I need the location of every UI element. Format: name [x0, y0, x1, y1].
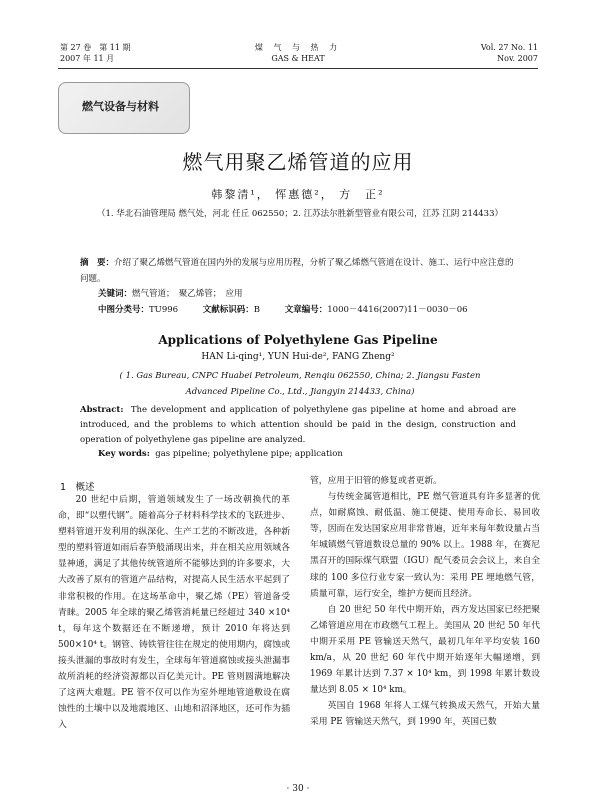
authors-cn: 韩黎清¹， 恽惠德²， 方 正² — [211, 188, 385, 201]
paragraph: 20 世纪中后期，管道领域发生了一场改朝换代的革命，即“以塑代钢”。随着高分子材料科学技术的飞跃进步、塑料管道开发利用的纵深化、生产工艺的不断改进，各种新型的塑料管道如雨后春笋般涌现出来，并在相关应用领域各显神通，满足了其他传统管道所不能够达到的许多要求，大大改善了原有的管道产品结构，对提高人民生活水平起到了非常积极的作用。在这场革命中，聚乙烯（PE）管道备受青睐。2005 年全球的聚乙烯管消耗量已经超过 340 ×10⁴ t，每年这个数据还在不断递增，预计 2010 年将达到 500×10⁴ t。钢管、铸铁管往往在规定的使用期内，腐蚀或接头泄漏的事故时有发生，全球每年管道腐蚀或接头泄漏事故所消耗的经济资源都以百亿美元计。PE 管则圆满地解决了这两大难题。PE 管不仅可以作为室外埋地管道敷设在腐蚀性的土壤中以及地震地区、山地和沼泽地区，还可作为插入 — [58, 495, 290, 731]
keywords-cn-label: 关键词： — [98, 289, 133, 299]
keywords-en — [98, 449, 343, 459]
abstract-cn-label: 摘 要： — [80, 258, 115, 268]
journal-name-en: GAS & HEAT — [271, 54, 325, 63]
abstract-cn — [80, 255, 516, 287]
body-column-left — [58, 492, 290, 733]
paragraph: 英国自 1968 年将人工煤气转换成天然气，开始大量采用 PE 管输送天然气，到 1990 年，英国已数 — [310, 701, 540, 728]
classification-line — [98, 303, 490, 315]
abstract-cn-text: 介绍了聚乙烯燃气管道在国内外的发展与应用历程，分析了聚乙烯燃气管道在设计、施工、运行中应注意的问题。 — [80, 258, 514, 284]
authors-en: HAN Li-qing¹, YUN Hui-de², FANG Zheng² — [201, 352, 395, 362]
keywords-cn-text: 燃气管道； 聚乙烯管； 应用 — [132, 289, 243, 299]
volume-issue-cn: 第 27 卷 第 11 期 — [60, 43, 131, 52]
paragraph: 管，应用于旧管的修复或者更新。 — [310, 476, 442, 486]
page-number: · 30 · — [286, 784, 310, 794]
keywords-en-text: gas pipeline; polyethylene pipe; application — [155, 449, 343, 459]
abstract-en-text: The development and application of polyethylene gas pipeline at home and abroad are introduced, and the problems to which attention should be paid in the design, construction and operation of polyethylene gas pipeline are analyzed. — [80, 405, 516, 445]
paragraph: 与传统金属管道相比，PE 燃气管道具有许多显著的优点，如耐腐蚀、耐低温、施工便捷、使用寿命长、易回收等，因而在发达国家应用非常普遍，近年来每年数设量占当年城镇燃气管道数设总量的 90% 以上。1988 年，在赛尼黑召开的国际煤气联盟（IGU）配气委员会会议上，来自全球的 100 多位行业专家一致认为：采用 PE 埋地燃气管，质量可靠，运行安全，维护方便而且经济。 — [310, 492, 540, 599]
date-en: Nov. 2007 — [497, 54, 538, 63]
article-title-cn: 燃气用聚乙烯管道的应用 — [182, 150, 414, 174]
abstract-en — [80, 403, 516, 448]
abstract-en-label: Abstract: — [80, 405, 124, 415]
keywords-en-label: Key words: — [98, 449, 150, 459]
paragraph: 自 20 世纪 50 年代中期开始，西方发达国家已经把聚乙烯管道应用在市政燃气工程上。美国从 20 世纪 50 年代中期开采用 PE 管输送天然气，最初几年年平均安装 160 km/a，从 20 世纪 60 年代中期开始逐年大幅递增，到 1969 年累计达到 7.37 × 10⁴ km，到 1998 年累计数设量达到 8.05 × 10⁴ km。 — [310, 604, 540, 696]
date-cn: 2007 年 11 月 — [60, 54, 115, 63]
keywords-cn — [98, 287, 243, 299]
affiliation-en: ( 1. Gas Bureau, CNPC Huabei Petroleum, Renqiu 062550, China; 2. Jiangsu Fasten Advanced Pipeline Co., Ltd., Jiangyin 214433, China) — [119, 371, 481, 397]
document-code: 文献标识码：B — [202, 305, 261, 315]
header-rule — [58, 68, 538, 69]
affiliation-cn: （1. 华北石油管理局 燃气处，河北 任丘 062550；2. 江苏法尔胜新型管业有限公司，江苏 江阴 214433） — [96, 209, 504, 219]
column-tag-label: 燃气设备与材料 — [82, 100, 159, 113]
article-id: 文章编号：1000－4416(2007)11－0030－06 — [284, 305, 468, 315]
journal-name-cn: 煤 气 与 热 力 — [254, 43, 342, 52]
volume-issue-en: Vol. 27 No. 11 — [480, 43, 538, 52]
section-heading: 1 概述 — [60, 482, 95, 493]
body-column-right — [310, 473, 540, 731]
header-right — [481, 42, 538, 64]
clc-number: 中图分类号：TU996 — [98, 305, 179, 315]
article-title-en: Applications of Polyethylene Gas Pipeline — [158, 333, 438, 347]
